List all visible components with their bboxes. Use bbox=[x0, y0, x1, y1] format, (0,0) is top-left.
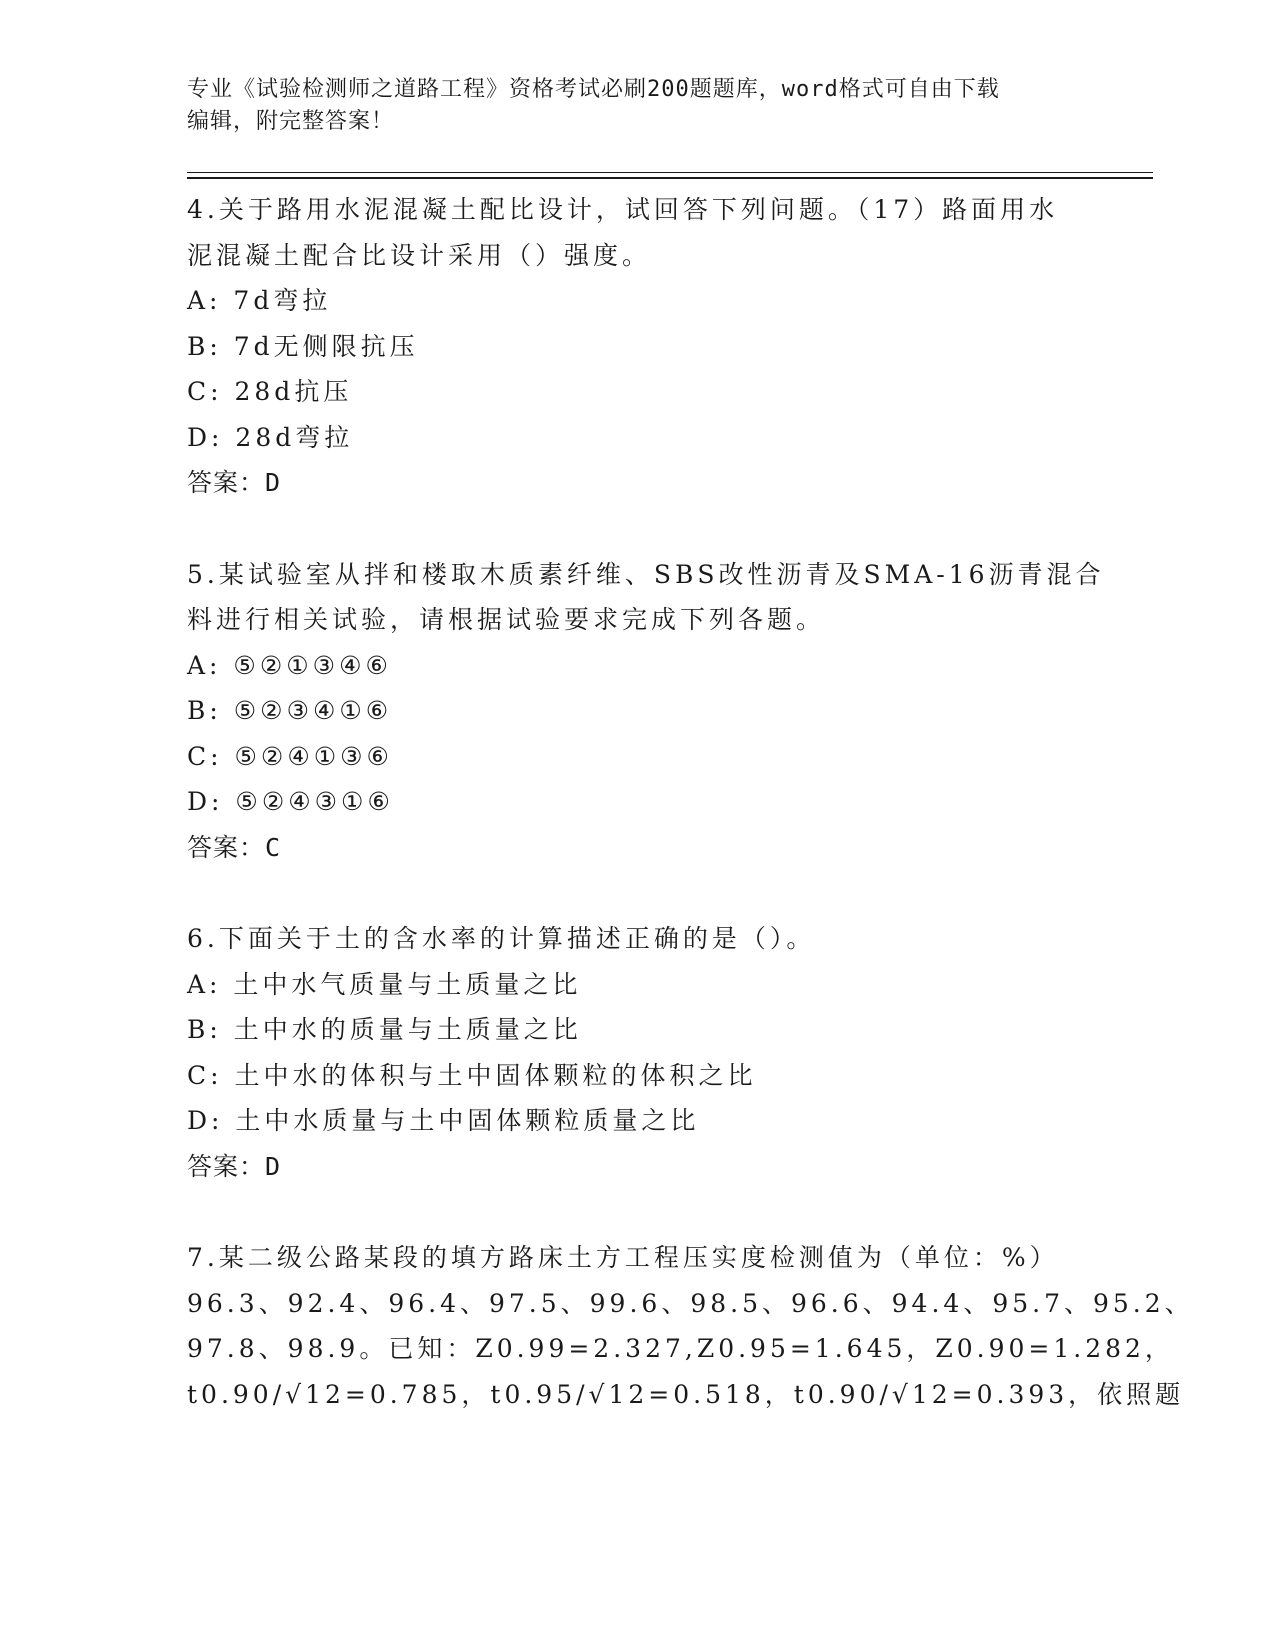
option-b: B: 7d无侧限抗压 bbox=[187, 331, 419, 361]
question-stem-line: 料进行相关试验，请根据试验要求完成下列各题。 bbox=[187, 605, 826, 634]
option-d: D: 土中水质量与土中固体颗粒质量之比 bbox=[187, 1106, 700, 1135]
answer-text: 答案：C bbox=[187, 832, 282, 862]
question-stem-line: 96.3、92.4、96.4、97.5、99.6、98.5、96.6、94.4、95.7、95.2、 bbox=[187, 1288, 1194, 1318]
option-a: A: 土中水气质量与土质量之比 bbox=[187, 969, 582, 999]
question-stem-line: 6.下面关于土的含水率的计算描述正确的是（）。 bbox=[187, 924, 816, 953]
document-header bbox=[187, 74, 1087, 138]
question-stem-line: 泥混凝土配合比设计采用（）强度。 bbox=[187, 240, 652, 270]
option-c: C: 28d抗压 bbox=[187, 377, 353, 406]
header-line-1: 专业《试验检测师之道路工程》资格考试必刷200题题库，word格式可自由下载 bbox=[187, 77, 1000, 102]
question-4 bbox=[187, 187, 1067, 506]
question-stem-line: t0.90/√12=0.785，t0.95/√12=0.518，t0.90/√12=0.393，依照题 bbox=[187, 1379, 1185, 1409]
option-c: C: ⑤②④①③⑥ bbox=[187, 741, 393, 771]
option-a: A: 7d弯拉 bbox=[187, 286, 332, 315]
question-stem-line: 97.8、98.9。已知：Z0.99=2.327,Z0.95=1.645，Z0.90=1.282， bbox=[187, 1334, 1174, 1363]
question-stem-line: 5.某试验室从拌和楼取木质素纤维、SBS改性沥青及SMA-16沥青混合 bbox=[187, 559, 1105, 589]
answer-text: 答案：D bbox=[187, 468, 282, 497]
question-stem-line: 4.关于路用水泥混凝土配比设计，试回答下列问题。（17）路面用水 bbox=[187, 195, 1059, 224]
question-stem-line: 7.某二级公路某段的填方路床土方工程压实度检测值为（单位：%） bbox=[187, 1243, 1059, 1272]
option-d: D: ⑤②④③①⑥ bbox=[187, 787, 394, 816]
header-line-2: 编辑，附完整答案！ bbox=[187, 109, 395, 134]
question-5 bbox=[187, 552, 1105, 871]
option-b: B: 土中水的质量与土质量之比 bbox=[187, 1015, 582, 1044]
question-7 bbox=[187, 1235, 1194, 1417]
header-divider-thin bbox=[187, 172, 1153, 173]
option-d: D: 28d弯拉 bbox=[187, 422, 354, 452]
header-divider-thick bbox=[187, 177, 1153, 179]
option-a: A: ⑤②①③④⑥ bbox=[187, 650, 392, 680]
option-b: B: ⑤②③④①⑥ bbox=[187, 696, 393, 725]
question-6 bbox=[187, 916, 1067, 1189]
question-list bbox=[187, 187, 1194, 1463]
answer-text: 答案：D bbox=[187, 1151, 282, 1181]
option-c: C: 土中水的体积与土中固体颗粒的体积之比 bbox=[187, 1060, 757, 1090]
